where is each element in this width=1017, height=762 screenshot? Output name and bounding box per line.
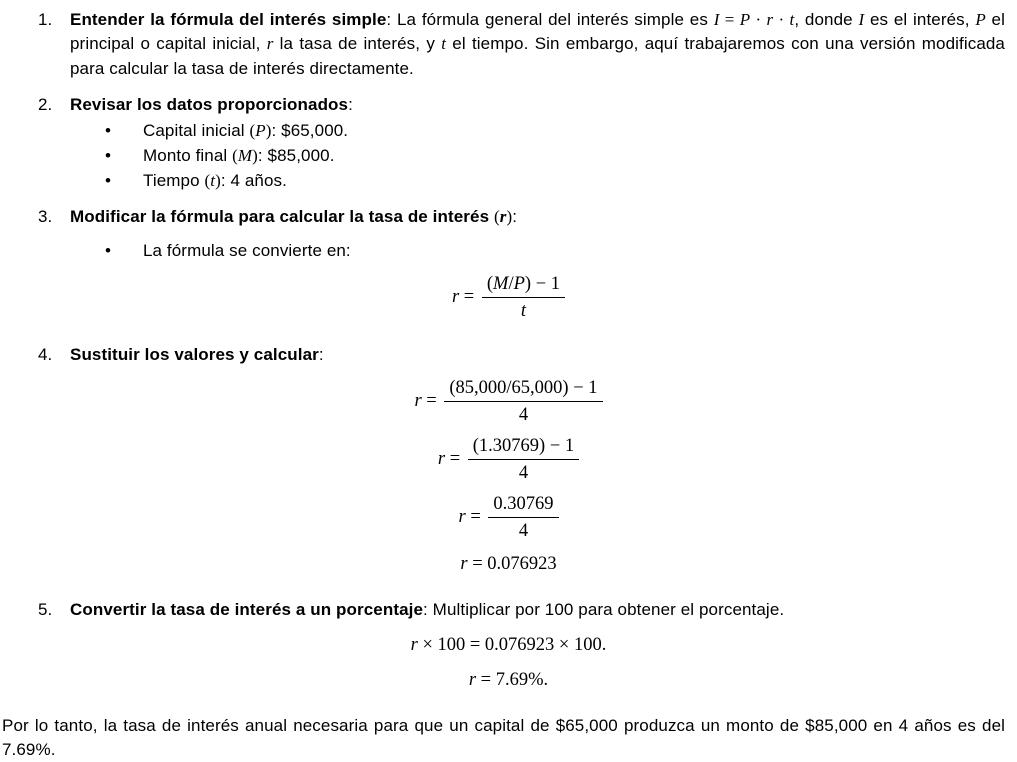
item-4-heading [70, 343, 1005, 367]
fraction-numerator [488, 493, 558, 518]
text-segment: Sustituir los valores y calcular [70, 345, 319, 365]
text-segment: = 7.69%. [476, 669, 549, 690]
text-segment: ( [493, 206, 500, 226]
text-segment: : 4 años. [220, 170, 287, 190]
text-segment: × 100 = 0.076923 × 100. [417, 634, 607, 655]
text-segment: Revisar los datos proporcionados [70, 95, 349, 115]
text-segment: = [445, 449, 461, 470]
text-segment: Entender la fórmula del interés simple [70, 10, 387, 29]
bullet-icon: • [105, 241, 112, 261]
text-segment: ( [232, 145, 238, 165]
list-item-1 [0, 8, 1005, 81]
text-segment: I [858, 10, 865, 29]
list-item-2 [0, 93, 1005, 192]
formula-percentage-result [0, 668, 1017, 693]
closing-paragraph [0, 714, 1005, 762]
text-segment: ) [215, 170, 221, 190]
text-segment: la tasa de interés, y [273, 34, 442, 54]
text-segment: r [468, 669, 477, 690]
text-segment: P [255, 120, 266, 140]
text-segment: r [458, 507, 466, 528]
text-segment: · [773, 10, 790, 29]
text-segment: t [520, 301, 526, 322]
formula-lhs [414, 391, 436, 412]
text-segment: : [512, 206, 518, 226]
text-segment: · [750, 10, 767, 29]
text-segment: P [739, 10, 751, 29]
text-segment: el tiempo. Sin embargo, aquí trabajaremos con una versión modificada para calcular la tasa de interés directamente. [70, 34, 1005, 78]
text-segment: = [719, 10, 740, 29]
fraction-numerator [482, 273, 565, 298]
bullet-text [143, 168, 1005, 193]
item-2-bullet-list [70, 118, 1005, 193]
bullet-text [143, 238, 1005, 263]
fraction-denominator [482, 298, 565, 322]
formula-lhs [452, 287, 474, 308]
text-segment: 4 [518, 521, 529, 542]
item-4-number: 4. [38, 345, 53, 365]
bullet-item-monto [70, 143, 1005, 168]
item-3-number: 3. [38, 206, 53, 226]
text-segment: r [414, 391, 422, 412]
text-segment: Capital inicial [143, 120, 250, 140]
item-2-content [70, 93, 1005, 192]
text-segment: r [437, 449, 446, 470]
text-segment: r [266, 34, 274, 54]
text-segment: = [465, 507, 481, 528]
text-segment: t [789, 10, 795, 29]
text-segment: el principal o capital inicial, [70, 10, 1005, 54]
text-segment: M [237, 145, 253, 165]
text-segment: es el interés, [864, 10, 976, 29]
text-segment: : Multiplicar por 100 para obtener el porcentaje. [423, 600, 785, 620]
text-segment: ( [204, 170, 211, 190]
text-segment: : $85,000. [257, 145, 335, 165]
fraction [482, 273, 565, 322]
fraction-numerator [444, 377, 602, 402]
fraction [468, 435, 579, 484]
item-3-bullet-list [70, 238, 1005, 263]
bullet-icon: • [105, 120, 112, 140]
formula-rate-result [0, 552, 1017, 577]
text-segment: 4 [518, 405, 529, 426]
fraction-denominator [444, 402, 602, 426]
item-1-paragraph [70, 8, 1005, 81]
item-5-content [70, 598, 1005, 701]
text-segment: : [318, 345, 324, 365]
list-item-3 [0, 205, 1005, 331]
fraction [444, 377, 602, 426]
formula-substitution-1 [0, 377, 1017, 426]
text-segment: ( [249, 120, 256, 140]
fraction-denominator [488, 518, 558, 542]
text-segment: r [451, 287, 460, 308]
text-segment: r [766, 10, 774, 29]
text-segment: = 0.076923 [467, 554, 557, 575]
item-1-content [70, 8, 1005, 81]
text-segment: 4 [518, 463, 529, 484]
list-item-4 [0, 343, 1005, 586]
fraction-denominator [468, 460, 579, 484]
item-1-number: 1. [38, 10, 53, 29]
item-3-content [70, 205, 1005, 331]
item-5-number: 5. [38, 600, 53, 620]
formula-lhs [458, 507, 480, 528]
bullet-icon: • [105, 170, 112, 190]
text-segment: Modificar la fórmula para calcular la tasa de interés [70, 206, 494, 226]
text-segment: ) [265, 120, 272, 140]
formula-rate-definition [0, 273, 1017, 322]
text-segment: : [348, 95, 353, 115]
bullet-item-capital [70, 118, 1005, 143]
text-segment: t [441, 34, 447, 54]
item-2-number: 2. [38, 95, 53, 115]
text-segment: P [513, 274, 525, 295]
list-item-5 [0, 598, 1005, 701]
bullet-item-formula-intro [70, 238, 1005, 263]
text-segment: Tiempo [143, 170, 205, 190]
formula-substitution-2 [0, 435, 1017, 484]
bullet-text [143, 143, 1005, 168]
text-segment: : $65,000. [271, 120, 349, 140]
bullet-item-tiempo [70, 168, 1005, 193]
item-5-heading [70, 598, 1005, 622]
text-segment: P [975, 10, 986, 29]
formula-percentage-multiplication [0, 633, 1017, 658]
text-segment: r [460, 554, 468, 575]
formula-substitution-3 [0, 493, 1017, 542]
bullet-text [143, 118, 1005, 143]
text-segment: t [210, 170, 216, 190]
text-segment: : La fórmula general del interés simple es [386, 10, 714, 29]
fraction-numerator [468, 435, 579, 460]
text-segment: ) − 1 [524, 274, 561, 295]
text-segment: ) [252, 145, 258, 165]
text-segment: / [508, 274, 514, 295]
text-segment: Monto final [143, 145, 233, 165]
text-segment: , donde [794, 10, 859, 29]
text-segment: r [410, 634, 418, 655]
text-segment: M [493, 274, 509, 295]
fraction [488, 493, 558, 542]
item-2-heading [70, 93, 1005, 117]
item-4-content [70, 343, 1005, 586]
text-segment: r [499, 206, 507, 226]
text-segment: 0.30769 [493, 494, 554, 515]
text-segment: (85,000/65,000) − 1 [449, 378, 598, 399]
text-segment: (1.30769) − 1 [472, 436, 575, 457]
text-segment: ) [506, 206, 513, 226]
text-segment: Por lo tanto, la tasa de interés anual necesaria para que un capital de $65,000 produzca un monto de $85,000 en 4 años es del 7.69%. [2, 715, 1005, 760]
text-segment: I [713, 10, 720, 29]
text-segment: = [459, 287, 475, 308]
text-segment: Convertir la tasa de interés a un porcentaje [70, 600, 424, 620]
text-segment: La fórmula se convierte en: [143, 241, 351, 261]
bullet-icon: • [105, 145, 112, 165]
text-segment: = [421, 391, 437, 412]
formula-lhs [438, 449, 460, 470]
text-segment: ( [486, 274, 494, 295]
item-3-heading [70, 205, 1005, 229]
